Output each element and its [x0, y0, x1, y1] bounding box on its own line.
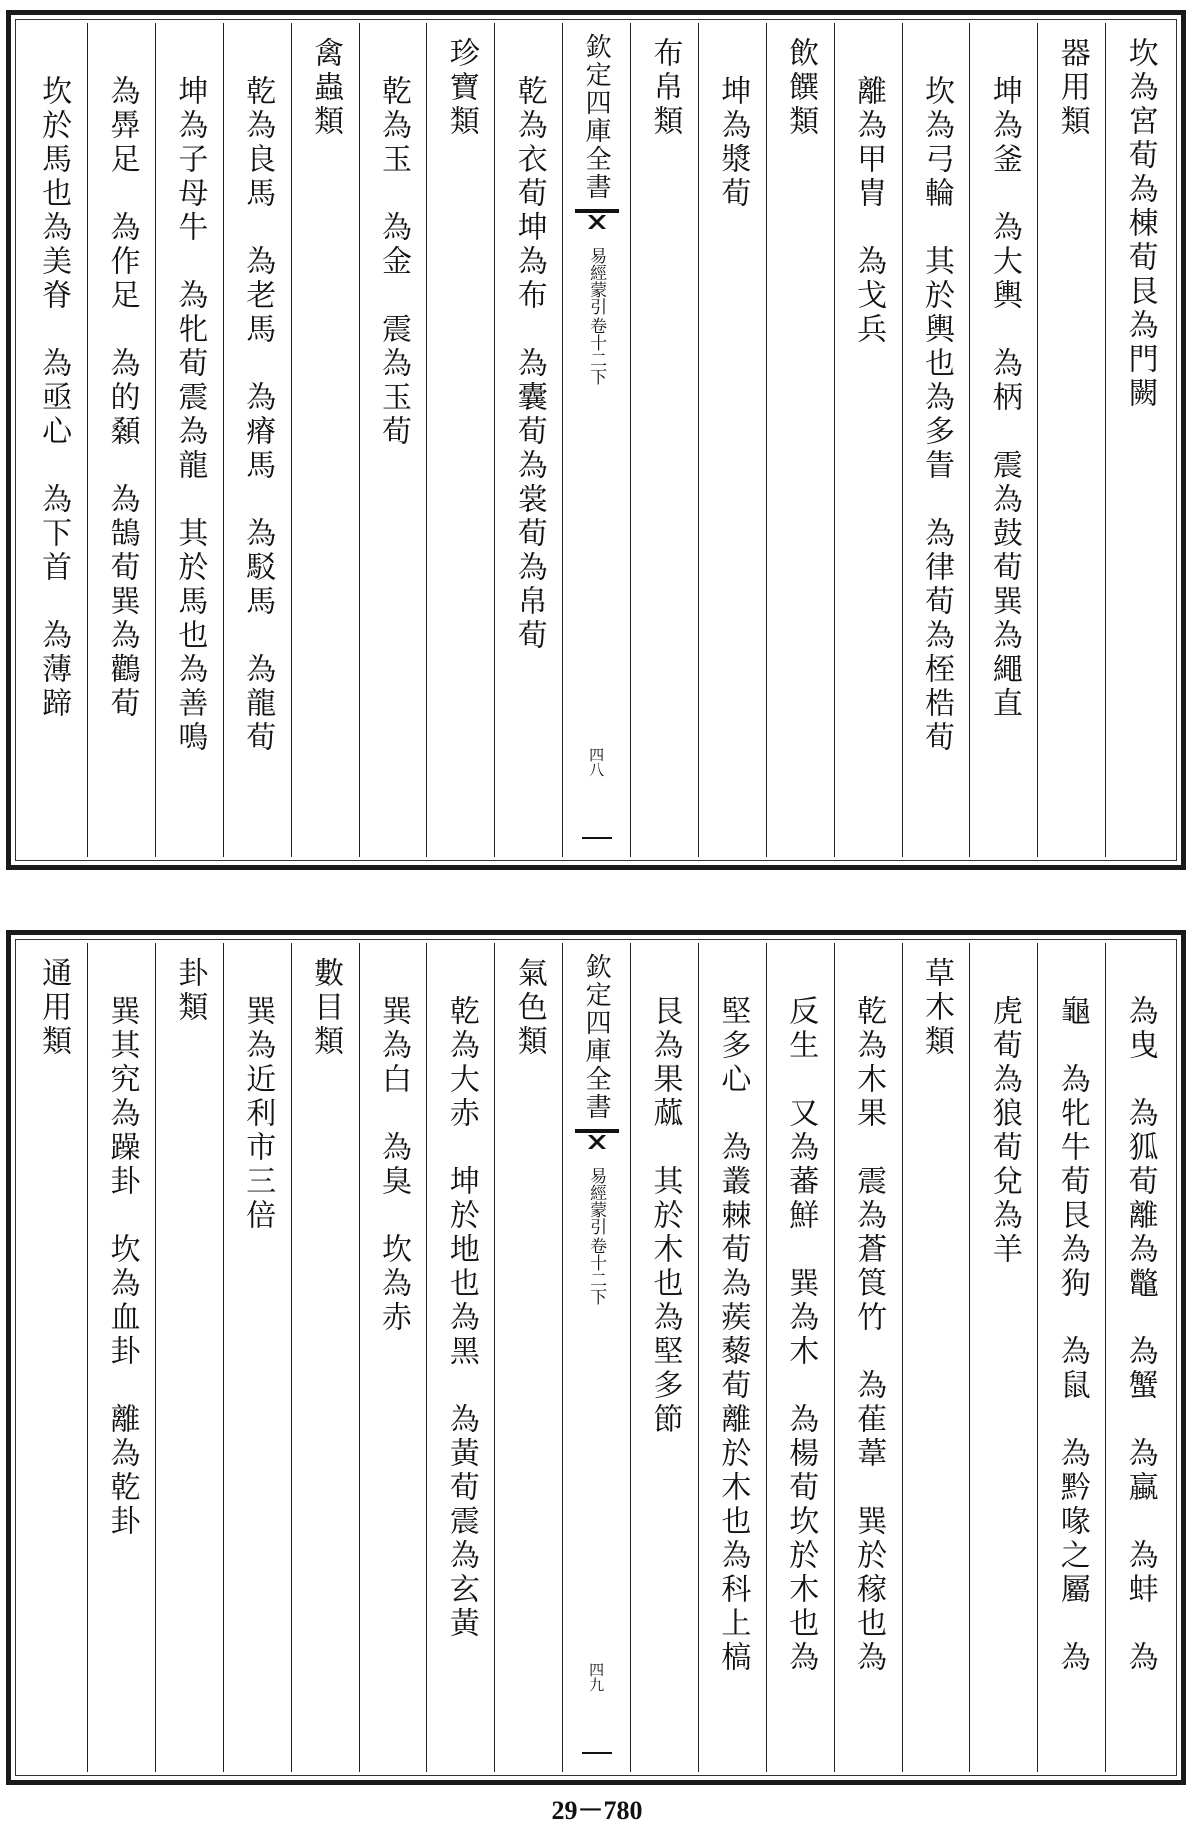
text-column	[155, 23, 223, 857]
column-text: 堅多心 為叢棘荀為蒺藜荀離於木也為科上槁	[715, 995, 751, 1675]
category-heading-column	[902, 943, 970, 1772]
category-heading: 草木類	[918, 957, 954, 1059]
column-text: 巽為近利市三倍	[240, 995, 276, 1233]
category-heading-column	[630, 23, 698, 857]
text-column	[766, 943, 834, 1772]
column-text: 反生 又為蕃鮮 巽為木 為楊荀坎於木也為	[783, 995, 819, 1675]
category-heading-column	[155, 943, 223, 1772]
volume-chapter: 卷十二下	[586, 1237, 607, 1305]
category-heading: 卦類	[172, 957, 208, 1025]
column-text: 乾為玉 為金 震為玉荀	[375, 75, 411, 449]
column-text: 巽為白 為臭 坎為赤	[375, 995, 411, 1335]
category-heading: 器用類	[1054, 37, 1090, 139]
text-column	[223, 943, 291, 1772]
volume-label	[584, 231, 609, 385]
leaf-number: 四九	[587, 1662, 606, 1692]
book-title: 欽定四庫全書	[581, 33, 612, 201]
column-text: 為馵足 為作足 為的顙 為鵠荀巽為鸛荀	[104, 75, 140, 721]
text-column	[834, 943, 902, 1772]
text-column	[19, 23, 87, 857]
category-heading: 通用類	[36, 957, 72, 1059]
category-heading: 禽蟲類	[308, 37, 344, 139]
book-title: 欽定四庫全書	[581, 953, 612, 1121]
category-heading-column	[766, 23, 834, 857]
column-text: 乾為大赤 坤於地也為黑 為黃荀震為玄黃	[443, 995, 479, 1641]
text-column	[359, 23, 427, 857]
volume-label	[584, 1151, 609, 1305]
lower-page-columns	[19, 943, 1173, 1772]
volume-chapter: 卷十二下	[586, 317, 607, 385]
center-fold-strip	[562, 943, 630, 1772]
column-text: 坎為弓輪 其於輿也為多眚 為律荀為桎梏荀	[918, 75, 954, 755]
category-heading: 布帛類	[647, 37, 683, 139]
fish-tail-mark-icon	[575, 209, 619, 231]
column-text: 龜 為牝牛荀艮為狗 為鼠 為黔喙之屬 為	[1054, 995, 1090, 1675]
column-text: 坤為釜 為大輿 為柄 震為鼓荀巽為繩直	[986, 75, 1022, 721]
category-heading-column	[19, 943, 87, 1772]
column-text: 為曳 為狐荀離為鼈 為蟹 為蠃 為蚌 為	[1122, 995, 1158, 1675]
volume-book-name: 易經蒙引	[586, 1167, 607, 1235]
text-column	[87, 943, 155, 1772]
text-column	[969, 23, 1037, 857]
text-column	[359, 943, 427, 1772]
text-column	[902, 23, 970, 857]
text-column	[1037, 943, 1105, 1772]
text-column	[969, 943, 1037, 1772]
text-column	[87, 23, 155, 857]
text-column	[426, 943, 494, 1772]
leaf-number: 四八	[587, 747, 606, 777]
category-heading-column	[291, 943, 359, 1772]
column-text: 坤為子母牛 為牝荀震為龍 其於馬也為善鳴	[172, 75, 208, 755]
center-fold-strip	[562, 23, 630, 857]
text-column	[698, 23, 766, 857]
text-column	[494, 23, 562, 857]
lower-page	[6, 930, 1186, 1785]
category-heading-column	[494, 943, 562, 1772]
category-heading-column	[426, 23, 494, 857]
column-text: 乾為木果 震為蒼筤竹 為萑葦 巽於稼也為	[851, 995, 887, 1675]
column-text: 艮為果蓏 其於木也為堅多節	[647, 995, 683, 1437]
category-heading: 數目類	[308, 957, 344, 1059]
page-number-footer: 29－780	[551, 1796, 643, 1825]
upper-page	[6, 10, 1186, 870]
category-heading: 飲饌類	[783, 37, 819, 139]
text-column	[223, 23, 291, 857]
column-text: 虎荀為狼荀兌為羊	[986, 995, 1022, 1267]
text-column	[1105, 943, 1173, 1772]
column-text: 坤為漿荀	[715, 75, 751, 211]
text-column	[834, 23, 902, 857]
category-heading-column	[1105, 23, 1173, 857]
text-column	[630, 943, 698, 1772]
category-heading: 坎為宮荀為棟荀艮為門闕	[1122, 37, 1158, 411]
column-text: 離為甲胄 為戈兵	[851, 75, 887, 347]
category-heading: 氣色類	[511, 957, 547, 1059]
fish-tail-mark-icon	[575, 1129, 619, 1151]
fold-tick	[582, 1752, 612, 1754]
text-column	[698, 943, 766, 1772]
column-text: 乾為衣荀坤為布 為囊荀為裳荀為帛荀	[511, 75, 547, 653]
fold-tick	[582, 837, 612, 839]
category-heading-column	[1037, 23, 1105, 857]
column-text: 巽其究為躁卦 坎為血卦 離為乾卦	[104, 995, 140, 1539]
column-text: 坎於馬也為美脊 為亟心 為下首 為薄蹄	[36, 75, 72, 721]
category-heading-column	[291, 23, 359, 857]
upper-page-columns	[19, 23, 1173, 857]
volume-book-name: 易經蒙引	[586, 247, 607, 315]
column-text: 乾為良馬 為老馬 為瘠馬 為駁馬 為龍荀	[240, 75, 276, 755]
category-heading: 珍寶類	[443, 37, 479, 139]
